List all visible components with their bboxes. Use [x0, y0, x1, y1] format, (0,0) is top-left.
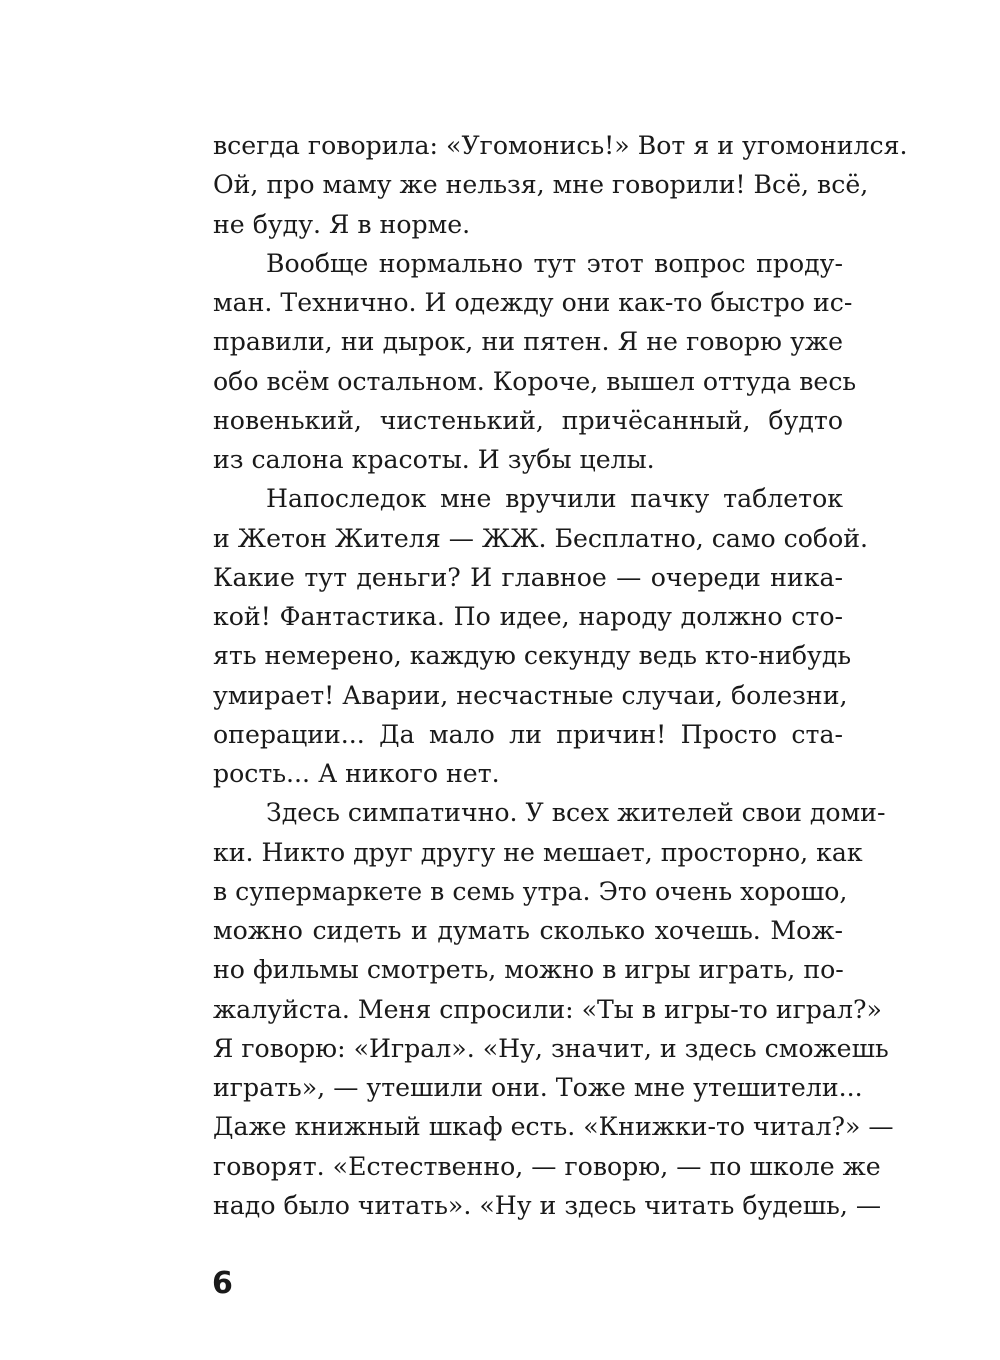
- page-number: 6: [212, 1266, 233, 1301]
- paragraph-first-line: Напоследок мне вручили пачку таблеток: [266, 484, 843, 514]
- paragraph-first-line: Здесь симпатично. У всех жителей свои доми-: [266, 798, 886, 828]
- text-line: но фильмы смотреть, можно в игры играть, по-: [213, 955, 844, 985]
- text-line: правили, ни дырок, ни пятен. Я не говорю уже: [213, 327, 843, 357]
- text-line: новенький, чистенький, причёсанный, будто: [213, 405, 843, 435]
- text-line: Я говорю: «Играл». «Ну, значит, и здесь сможешь: [213, 1033, 889, 1063]
- text-line: рость... А никого нет.: [213, 759, 500, 788]
- paragraph-first-line: Вообще нормально тут этот вопрос проду-: [266, 248, 843, 278]
- text-line: играть», — утешили они. Тоже мне утешители...: [213, 1073, 863, 1102]
- text-line: в супермаркете в семь утра. Это очень хорошо,: [213, 876, 848, 906]
- text-line: всегда говорила: «Угомонись!» Вот я и угомонился.: [213, 131, 908, 160]
- text-line: умирает! Аварии, несчастные случаи, болезни,: [213, 680, 848, 710]
- text-line: кой! Фантастика. По идее, народу должно сто-: [213, 602, 843, 631]
- text-line: Ой, про маму же нельзя, мне говорили! Всё, всё,: [213, 170, 869, 200]
- text-line: говорят. «Естественно, — говорю, — по школе же: [213, 1151, 881, 1181]
- text-line: Какие тут деньги? И главное — очереди ника-: [213, 562, 843, 592]
- text-line: можно сидеть и думать сколько хочешь. Мож-: [213, 916, 843, 945]
- text-line: из салона красоты. И зубы целы.: [213, 445, 655, 474]
- text-line: ять немерено, каждую секунду ведь кто-нибудь: [213, 641, 852, 671]
- text-line: обо всём остальном. Короче, вышел оттуда весь: [213, 366, 857, 396]
- text-line: не буду. Я в норме.: [213, 209, 471, 239]
- text-line: ки. Никто друг другу не мешает, просторно, как: [213, 837, 863, 867]
- text-line: операции... Да мало ли причин! Просто ста-: [213, 719, 843, 749]
- text-line: жалуйста. Меня спросили: «Ты в игры-то играл?»: [213, 994, 882, 1024]
- text-line: Даже книжный шкаф есть. «Книжки-то читал?» —: [213, 1112, 894, 1142]
- body-text: [213, 126, 908, 1225]
- text-line: надо было читать». «Ну и здесь читать будешь, —: [213, 1190, 882, 1220]
- text-line: и Жетон Жителя — ЖЖ. Бесплатно, само собой.: [213, 523, 869, 553]
- text-line: ман. Технично. И одежду они как-то быстро ис-: [213, 288, 853, 317]
